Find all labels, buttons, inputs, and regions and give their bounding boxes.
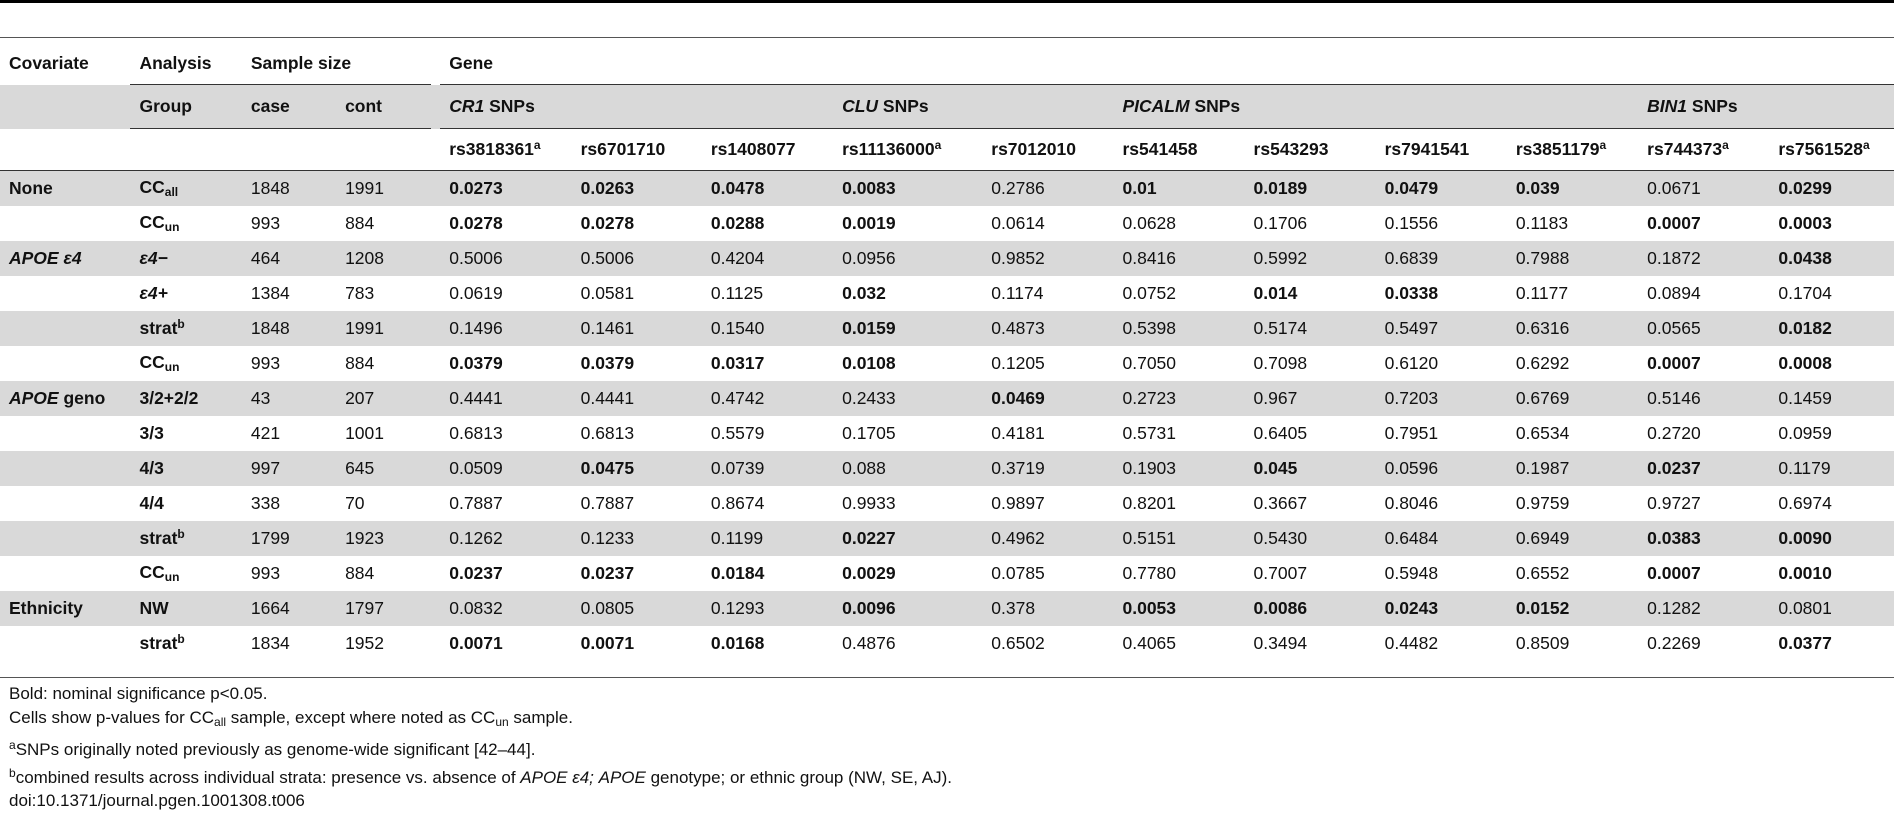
p-value-cell: 0.9727 bbox=[1647, 493, 1701, 514]
header-sample-size: Sample size bbox=[242, 42, 431, 85]
group-cell: ε4− bbox=[130, 241, 241, 276]
snp-header: rs3818361$^a$ bbox=[440, 129, 571, 171]
p-value-cell: 0.1556 bbox=[1384, 213, 1439, 234]
group-cell: strat$^b$ bbox=[130, 311, 241, 346]
covariate-cell bbox=[0, 626, 130, 661]
p-value-cell: 0.0565 bbox=[1638, 311, 1769, 346]
p-value-cell: 0.7887 bbox=[580, 493, 635, 514]
p-value-cell: 0.0596 bbox=[1376, 451, 1507, 486]
group-cell: strat$^b$ bbox=[130, 521, 241, 556]
cont-count-cell: 1991 bbox=[336, 311, 431, 346]
p-value-cell: 0.6316 bbox=[1507, 311, 1638, 346]
group-cell: $CC_{un}$ bbox=[139, 562, 180, 585]
p-value-cell: 0.6949 bbox=[1507, 521, 1638, 556]
p-value-cell: 0.0263 bbox=[572, 171, 702, 207]
header-row-1 bbox=[0, 42, 1894, 85]
p-value-cell: 0.0007 bbox=[1647, 563, 1701, 584]
gap-cell bbox=[431, 241, 440, 276]
group-cell: $CC_{all}$ bbox=[130, 171, 241, 207]
p-value-cell: 0.0479 bbox=[1376, 171, 1507, 207]
gap-cell bbox=[431, 346, 440, 381]
p-value-cell: 0.9852 bbox=[982, 241, 1113, 276]
p-value-cell: 0.6120 bbox=[1384, 353, 1439, 374]
p-value-cell: 0.0383 bbox=[1638, 521, 1769, 556]
p-value-cell: 0.014 bbox=[1253, 283, 1298, 304]
header-blank bbox=[0, 85, 130, 129]
p-value-cell: 0.6502 bbox=[991, 633, 1045, 654]
p-value-cell: 0.5174 bbox=[1245, 311, 1376, 346]
p-value-cell: 0.0832 bbox=[440, 591, 571, 626]
p-value-cell: 0.2786 bbox=[982, 171, 1113, 207]
p-value-cell: 0.1461 bbox=[572, 311, 702, 346]
snp-header: rs744373$^a$ bbox=[1638, 129, 1769, 171]
p-value-cell: 0.6552 bbox=[1515, 563, 1570, 584]
p-value-cell: 0.5006 bbox=[440, 241, 571, 276]
case-count-cell: 1848 bbox=[242, 311, 336, 346]
p-value-cell: 0.8416 bbox=[1114, 241, 1245, 276]
p-value-cell: 0.8509 bbox=[1515, 633, 1570, 654]
p-value-cell: 0.7007 bbox=[1253, 563, 1308, 584]
p-value-cell: 0.1987 bbox=[1507, 451, 1638, 486]
header-blank bbox=[0, 129, 130, 171]
p-value-cell: 0.5398 bbox=[1114, 311, 1245, 346]
table-row bbox=[0, 521, 1894, 556]
p-value-cell: 0.1540 bbox=[702, 311, 833, 346]
header-covariate: Covariate bbox=[9, 53, 89, 74]
p-value-cell: 0.4962 bbox=[982, 521, 1113, 556]
group-cell: ε4+ bbox=[139, 283, 168, 304]
p-value-cell: 0.045 bbox=[1245, 451, 1376, 486]
p-value-cell: 0.0152 bbox=[1507, 591, 1638, 626]
p-value-cell: 0.4873 bbox=[982, 311, 1113, 346]
p-value-cell: 0.2720 bbox=[1647, 423, 1701, 444]
header-gap bbox=[431, 42, 440, 85]
group-cell: strat$^b$ bbox=[139, 632, 185, 654]
header-gap bbox=[431, 85, 440, 129]
p-value-cell: 0.0227 bbox=[833, 521, 982, 556]
p-value-cell: 0.1233 bbox=[572, 521, 702, 556]
covariate-cell: APOE geno bbox=[0, 381, 130, 416]
footnote-cells: Cells show p-values for $CC_{all}$ sample, except where noted as $CC_{un}$ sample. bbox=[9, 707, 573, 729]
case-count-cell: 1848 bbox=[242, 171, 336, 207]
p-value-cell: 0.0273 bbox=[440, 171, 571, 207]
p-value-cell: 0.032 bbox=[842, 283, 886, 304]
p-value-cell: 0.3667 bbox=[1253, 493, 1308, 514]
case-count-cell: 421 bbox=[250, 423, 281, 444]
case-count-cell: 43 bbox=[242, 381, 336, 416]
p-value-cell: 0.6839 bbox=[1376, 241, 1507, 276]
p-value-cell: 0.1704 bbox=[1778, 283, 1832, 304]
cont-count-cell: 884 bbox=[345, 353, 375, 374]
p-value-cell: 0.0010 bbox=[1778, 563, 1832, 584]
table-row bbox=[0, 311, 1894, 346]
footnote-bold: Bold: nominal significance p<0.05. bbox=[9, 684, 268, 703]
p-value-cell: 0.0168 bbox=[710, 633, 765, 654]
case-count-cell: 1384 bbox=[250, 283, 290, 304]
table-row bbox=[0, 206, 1894, 241]
p-value-cell: 0.0108 bbox=[842, 353, 896, 374]
header-blank bbox=[336, 129, 431, 171]
snp-header: rs3851179$^a$ bbox=[1507, 129, 1638, 171]
covariate-cell: None bbox=[0, 171, 130, 207]
p-value-cell: 0.0671 bbox=[1638, 171, 1769, 207]
p-value-cell: 0.0475 bbox=[572, 451, 702, 486]
p-value-cell: 0.7887 bbox=[449, 493, 503, 514]
p-value-cell: 0.0959 bbox=[1778, 423, 1832, 444]
table-row bbox=[0, 171, 1894, 207]
p-value-cell: 0.0053 bbox=[1114, 591, 1245, 626]
cont-count-cell: 70 bbox=[345, 493, 365, 514]
p-value-cell: 0.9897 bbox=[991, 493, 1045, 514]
p-value-cell: 0.0299 bbox=[1769, 171, 1894, 207]
p-value-cell: 0.2723 bbox=[1114, 381, 1245, 416]
p-value-cell: 0.6292 bbox=[1515, 353, 1570, 374]
p-value-cell: 0.6974 bbox=[1778, 493, 1832, 514]
header-gene: Gene bbox=[440, 42, 1894, 85]
p-value-cell: 0.6534 bbox=[1515, 423, 1570, 444]
footnote-doi: doi:10.1371/journal.pgen.1001308.t006 bbox=[9, 791, 305, 810]
table-row bbox=[0, 591, 1894, 626]
group-cell: 3/2+2/2 bbox=[130, 381, 241, 416]
table-footnotes bbox=[9, 682, 952, 813]
p-value-cell: 0.0096 bbox=[833, 591, 982, 626]
covariate-cell: APOE ε4 bbox=[0, 241, 130, 276]
gap-cell bbox=[431, 381, 440, 416]
p-value-cell: 0.5579 bbox=[710, 423, 765, 444]
p-value-cell: 0.6484 bbox=[1376, 521, 1507, 556]
p-value-cell: 0.2269 bbox=[1647, 633, 1701, 654]
p-value-cell: 0.1179 bbox=[1769, 451, 1894, 486]
header-blank bbox=[130, 129, 241, 171]
p-value-cell: 0.8201 bbox=[1122, 493, 1177, 514]
cont-count-cell: 1991 bbox=[336, 171, 431, 207]
p-value-cell: 0.5948 bbox=[1384, 563, 1439, 584]
cont-count-cell: 783 bbox=[345, 283, 375, 304]
covariate-cell bbox=[0, 311, 130, 346]
case-count-cell: 993 bbox=[250, 563, 281, 584]
p-value-cell: 0.4742 bbox=[702, 381, 833, 416]
case-count-cell: 1664 bbox=[242, 591, 336, 626]
p-value-cell: 0.1177 bbox=[1515, 283, 1569, 304]
p-value-cell: 0.0007 bbox=[1647, 213, 1701, 234]
header-case: case bbox=[242, 85, 336, 129]
p-value-cell: 0.7988 bbox=[1507, 241, 1638, 276]
cont-count-cell: 1952 bbox=[345, 633, 384, 654]
case-count-cell: 338 bbox=[250, 493, 281, 514]
p-value-cell: 0.0086 bbox=[1245, 591, 1376, 626]
gap-cell bbox=[431, 591, 440, 626]
gap-cell bbox=[431, 206, 440, 241]
header-blank bbox=[242, 129, 336, 171]
case-count-cell: 1834 bbox=[250, 633, 290, 654]
p-value-cell: 0.088 bbox=[833, 451, 982, 486]
p-value-cell: 0.0377 bbox=[1778, 633, 1832, 654]
p-value-cell: 0.0739 bbox=[702, 451, 833, 486]
p-value-cell: 0.5146 bbox=[1638, 381, 1769, 416]
covariate-cell bbox=[0, 451, 130, 486]
cont-count-cell: 1797 bbox=[336, 591, 431, 626]
gap-cell bbox=[431, 451, 440, 486]
p-value-cell: 0.0956 bbox=[833, 241, 982, 276]
group-cell: 4/3 bbox=[130, 451, 241, 486]
p-value-cell: 0.1903 bbox=[1114, 451, 1245, 486]
cont-count-cell: 207 bbox=[336, 381, 431, 416]
gene-cr1: CR1 SNPs bbox=[440, 85, 833, 129]
p-value-cell: 0.0469 bbox=[982, 381, 1113, 416]
p-value-cell: 0.0008 bbox=[1778, 353, 1832, 374]
p-value-cell: 0.0189 bbox=[1245, 171, 1376, 207]
p-value-cell: 0.6769 bbox=[1507, 381, 1638, 416]
p-value-cell: 0.0278 bbox=[580, 213, 635, 234]
header-cont: cont bbox=[336, 85, 431, 129]
p-value-cell: 0.0083 bbox=[833, 171, 982, 207]
p-value-cell: 0.0182 bbox=[1769, 311, 1894, 346]
p-value-cell: 0.0243 bbox=[1376, 591, 1507, 626]
snp-header: rs1408077 bbox=[702, 129, 833, 171]
covariate-cell bbox=[0, 416, 130, 451]
table-row bbox=[0, 626, 1894, 661]
snp-header: rs541458 bbox=[1114, 129, 1245, 171]
p-value-cell: 0.0478 bbox=[702, 171, 833, 207]
gap-cell bbox=[431, 276, 440, 311]
snp-header: rs7561528$^a$ bbox=[1769, 129, 1894, 171]
table-row bbox=[0, 381, 1894, 416]
covariate-cell bbox=[0, 206, 130, 241]
p-value-cell: 0.0003 bbox=[1778, 213, 1832, 234]
group-cell: $CC_{un}$ bbox=[139, 352, 180, 375]
p-value-cell: 0.4065 bbox=[1122, 633, 1177, 654]
p-value-cell: 0.8046 bbox=[1384, 493, 1439, 514]
gap-cell bbox=[431, 626, 440, 661]
p-value-cell: 0.0007 bbox=[1647, 353, 1701, 374]
gap-cell bbox=[431, 311, 440, 346]
p-value-cell: 0.1262 bbox=[440, 521, 571, 556]
p-value-cell: 0.1872 bbox=[1638, 241, 1769, 276]
p-value-cell: 0.0237 bbox=[580, 563, 635, 584]
gap-cell bbox=[431, 486, 440, 521]
p-value-cell: 0.0581 bbox=[580, 283, 635, 304]
table-row bbox=[0, 486, 1894, 521]
cont-count-cell: 884 bbox=[345, 563, 375, 584]
snp-header-row bbox=[0, 129, 1894, 171]
table-row bbox=[0, 451, 1894, 486]
p-value-cell: 0.1706 bbox=[1253, 213, 1308, 234]
group-cell: $CC_{un}$ bbox=[139, 212, 180, 235]
covariate-cell bbox=[0, 556, 130, 591]
table-row bbox=[0, 556, 1894, 591]
p-value-cell: 0.378 bbox=[982, 591, 1113, 626]
p-value-cell: 0.0278 bbox=[449, 213, 503, 234]
p-value-cell: 0.0379 bbox=[449, 353, 503, 374]
group-cell: 3/3 bbox=[139, 423, 164, 444]
p-value-cell: 0.0379 bbox=[580, 353, 635, 374]
group-cell: 4/4 bbox=[139, 493, 164, 514]
covariate-cell bbox=[0, 276, 130, 311]
gap-cell bbox=[431, 416, 440, 451]
p-value-cell: 0.1459 bbox=[1769, 381, 1894, 416]
p-value-cell: 0.967 bbox=[1245, 381, 1376, 416]
p-value-cell: 0.7050 bbox=[1122, 353, 1177, 374]
p-value-cell: 0.0438 bbox=[1769, 241, 1894, 276]
p-value-cell: 0.0338 bbox=[1384, 283, 1439, 304]
snp-header: rs7941541 bbox=[1376, 129, 1507, 171]
table-bottom-rule bbox=[0, 677, 1894, 678]
results-table bbox=[0, 42, 1894, 661]
cont-count-cell: 1208 bbox=[336, 241, 431, 276]
p-value-cell: 0.0288 bbox=[710, 213, 765, 234]
p-value-cell: 0.0237 bbox=[449, 563, 503, 584]
gap-cell bbox=[431, 556, 440, 591]
p-value-cell: 0.5992 bbox=[1245, 241, 1376, 276]
p-value-cell: 0.1282 bbox=[1638, 591, 1769, 626]
p-value-cell: 0.5430 bbox=[1245, 521, 1376, 556]
p-value-cell: 0.0894 bbox=[1647, 283, 1701, 304]
p-value-cell: 0.1496 bbox=[440, 311, 571, 346]
p-value-cell: 0.0019 bbox=[842, 213, 896, 234]
p-value-cell: 0.0509 bbox=[440, 451, 571, 486]
case-count-cell: 997 bbox=[242, 451, 336, 486]
p-value-cell: 0.0071 bbox=[449, 633, 503, 654]
p-value-cell: 0.0237 bbox=[1638, 451, 1769, 486]
p-value-cell: 0.1183 bbox=[1515, 213, 1569, 234]
table-row bbox=[0, 276, 1894, 311]
p-value-cell: 0.6813 bbox=[449, 423, 503, 444]
cont-count-cell: 884 bbox=[345, 213, 375, 234]
p-value-cell: 0.3494 bbox=[1253, 633, 1308, 654]
p-value-cell: 0.0029 bbox=[842, 563, 896, 584]
p-value-cell: 0.1705 bbox=[842, 423, 896, 444]
snp-header: rs543293 bbox=[1245, 129, 1376, 171]
p-value-cell: 0.0619 bbox=[449, 283, 503, 304]
p-value-cell: 0.4876 bbox=[842, 633, 896, 654]
covariate-cell bbox=[0, 486, 130, 521]
p-value-cell: 0.4204 bbox=[702, 241, 833, 276]
p-value-cell: 0.01 bbox=[1114, 171, 1245, 207]
case-count-cell: 993 bbox=[250, 213, 281, 234]
p-value-cell: 0.2433 bbox=[833, 381, 982, 416]
p-value-cell: 0.7203 bbox=[1376, 381, 1507, 416]
cont-count-cell: 645 bbox=[336, 451, 431, 486]
p-value-cell: 0.9759 bbox=[1515, 493, 1570, 514]
p-value-cell: 0.0805 bbox=[572, 591, 702, 626]
p-value-cell: 0.5151 bbox=[1114, 521, 1245, 556]
table-header-rule bbox=[0, 37, 1894, 38]
p-value-cell: 0.0785 bbox=[991, 563, 1045, 584]
p-value-cell: 0.1125 bbox=[710, 283, 764, 304]
p-value-cell: 0.1205 bbox=[991, 353, 1045, 374]
p-value-cell: 0.1199 bbox=[702, 521, 833, 556]
gene-picalm: PICALM SNPs bbox=[1114, 85, 1639, 129]
p-value-cell: 0.5497 bbox=[1376, 311, 1507, 346]
p-value-cell: 0.9933 bbox=[842, 493, 896, 514]
p-value-cell: 0.0614 bbox=[991, 213, 1045, 234]
table-row bbox=[0, 346, 1894, 381]
p-value-cell: 0.5006 bbox=[572, 241, 702, 276]
p-value-cell: 0.6405 bbox=[1253, 423, 1308, 444]
p-value-cell: 0.7098 bbox=[1253, 353, 1308, 374]
cont-count-cell: 1001 bbox=[345, 423, 384, 444]
footnote-a: $^a$SNPs originally noted previously as genome-wide significant [42–44]. bbox=[9, 738, 536, 759]
table-top-rule bbox=[0, 0, 1894, 3]
covariate-cell bbox=[0, 521, 130, 556]
table-row bbox=[0, 416, 1894, 451]
group-cell: NW bbox=[130, 591, 241, 626]
covariate-cell: Ethnicity bbox=[0, 591, 130, 626]
case-count-cell: 1799 bbox=[242, 521, 336, 556]
p-value-cell: 0.4482 bbox=[1384, 633, 1439, 654]
header-row-2 bbox=[0, 85, 1894, 129]
p-value-cell: 0.0159 bbox=[833, 311, 982, 346]
p-value-cell: 0.6813 bbox=[580, 423, 635, 444]
p-value-cell: 0.039 bbox=[1507, 171, 1638, 207]
p-value-cell: 0.0090 bbox=[1769, 521, 1894, 556]
header-gap bbox=[431, 129, 440, 171]
p-value-cell: 0.7951 bbox=[1384, 423, 1439, 444]
gap-cell bbox=[431, 521, 440, 556]
covariate-cell bbox=[0, 346, 130, 381]
footnote-b: $^b$combined results across individual strata: presence vs. absence of APOE ε4; APOE genotype; or ethnic group (NW, SE, AJ). bbox=[9, 765, 953, 787]
snp-header: rs11136000$^a$ bbox=[833, 129, 982, 171]
p-value-cell: 0.8674 bbox=[710, 493, 765, 514]
p-value-cell: 0.3719 bbox=[982, 451, 1113, 486]
header-group: Group bbox=[130, 85, 241, 129]
p-value-cell: 0.5731 bbox=[1122, 423, 1177, 444]
case-count-cell: 993 bbox=[250, 353, 281, 374]
p-value-cell: 0.0184 bbox=[710, 563, 765, 584]
gene-clu: CLU SNPs bbox=[833, 85, 1113, 129]
gene-bin1: BIN1 SNPs bbox=[1638, 85, 1894, 129]
snp-header: rs7012010 bbox=[982, 129, 1113, 171]
p-value-cell: 0.1174 bbox=[991, 283, 1044, 304]
gap-cell bbox=[431, 171, 440, 207]
p-value-cell: 0.1293 bbox=[702, 591, 833, 626]
p-value-cell: 0.0071 bbox=[580, 633, 635, 654]
p-value-cell: 0.0628 bbox=[1122, 213, 1177, 234]
snp-header: rs6701710 bbox=[572, 129, 702, 171]
p-value-cell: 0.4441 bbox=[440, 381, 571, 416]
p-value-cell: 0.7780 bbox=[1122, 563, 1177, 584]
case-count-cell: 464 bbox=[242, 241, 336, 276]
header-analysis: Analysis bbox=[130, 42, 241, 85]
p-value-cell: 0.0317 bbox=[710, 353, 765, 374]
p-value-cell: 0.0752 bbox=[1122, 283, 1177, 304]
cont-count-cell: 1923 bbox=[336, 521, 431, 556]
table-row bbox=[0, 241, 1894, 276]
p-value-cell: 0.4181 bbox=[991, 423, 1045, 444]
p-value-cell: 0.0801 bbox=[1769, 591, 1894, 626]
p-value-cell: 0.4441 bbox=[572, 381, 702, 416]
